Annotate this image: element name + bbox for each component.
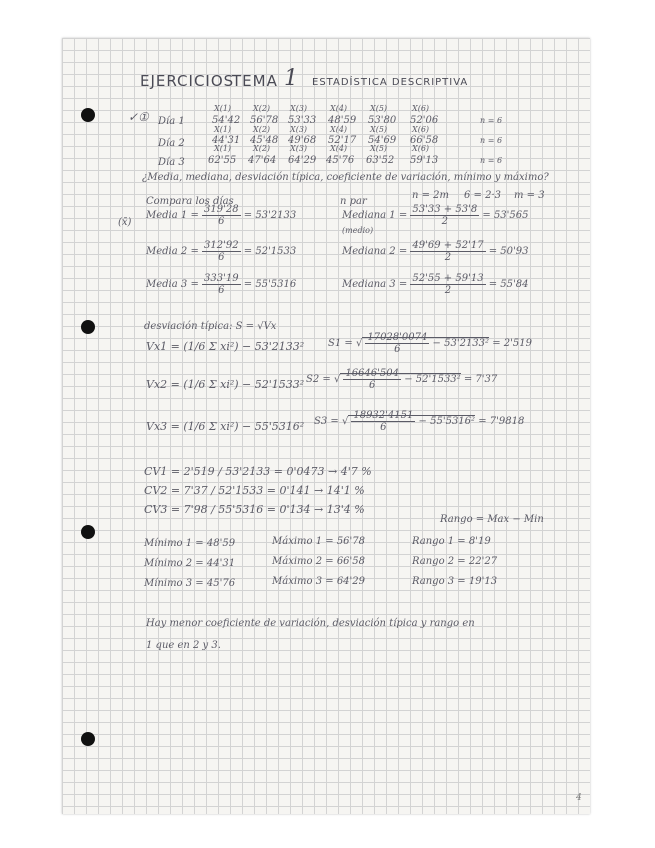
cell-value: 47'64 xyxy=(248,155,277,166)
rango-1: Rango 1 = 8'19 xyxy=(412,536,491,547)
sd-tail: − 55'5316² xyxy=(418,416,476,427)
cell-value: 63'52 xyxy=(366,155,395,166)
median-denominator: 2 xyxy=(441,216,448,227)
median-label: Mediana 2 xyxy=(342,246,396,257)
variance-1: Vx1 = (1/6 Σ xi²) − 53'2133² xyxy=(146,340,305,353)
mean-result: = 53'2133 xyxy=(243,210,297,221)
col-header: X(4) xyxy=(330,125,348,134)
sd-numerator: 17028'0074 xyxy=(367,332,428,343)
max-3: Máximo 3 = 64'29 xyxy=(272,576,366,587)
cell-value: 54'42 xyxy=(212,115,241,126)
median-numerator: 52'55 + 59'13 xyxy=(412,273,484,284)
n-value: n = 6 xyxy=(480,136,503,145)
sd-1: S1 = √ $\frac{17028'0074}{6}$ − 53'2133² = 2'519 xyxy=(328,332,532,355)
cell-value: 52'17 xyxy=(328,135,357,146)
sd-3: S3 = √ $\frac{18932'4151}{6}$ − 55'5316² = 7'9818 xyxy=(314,410,525,433)
median-denominator: 2 xyxy=(444,285,452,296)
sd-2: S2 = √ $\frac{16646'504}{6}$ − 52'1533² = 7'37 xyxy=(306,368,498,391)
cell-value: 59'13 xyxy=(410,155,439,166)
mean-label: Media 3 xyxy=(146,279,188,290)
n-value: n = 6 xyxy=(480,116,503,125)
median-2: Mediana 2 = $\frac{49'69 + 52'17}{2}$ = 50'93 xyxy=(342,240,529,263)
npar-eq: n = 2m xyxy=(412,190,450,201)
cv-3: CV3 = 7'98 / 55'5316 = 0'134 → 13'4 % xyxy=(144,503,365,516)
mean-label: Media 1 xyxy=(146,210,188,221)
mean-3: Media 3 = $\frac{333'19}{6}$ = 55'5316 xyxy=(146,273,297,296)
sd-tail: − 52'1533² xyxy=(404,374,461,385)
binder-hole xyxy=(81,525,95,539)
title-subtitle: ESTADÍSTICA DESCRIPTIVA xyxy=(312,77,469,88)
cell-value: 53'33 xyxy=(288,115,317,126)
variance-3: Vx3 = (1/6 Σ xi²) − 55'5316² xyxy=(146,420,305,433)
mean-result: = 55'5316 xyxy=(243,279,297,290)
median-denominator: 2 xyxy=(444,252,452,263)
sd-result: = 7'9818 xyxy=(478,416,525,427)
variance-2: Vx2 = (1/6 Σ xi²) − 52'1533² xyxy=(146,378,305,391)
median-note: (medio) xyxy=(342,226,374,235)
col-header: X(2) xyxy=(253,104,271,113)
col-header: X(6) xyxy=(412,144,430,153)
npar-eq2: 6 = 2·3 xyxy=(464,190,502,201)
mean-numerator: 319'28 xyxy=(204,204,239,215)
mean-result: = 52'1533 xyxy=(243,246,297,257)
mean-symbol: (x̄) xyxy=(118,217,132,228)
npar-label: n par xyxy=(340,196,367,207)
binder-hole xyxy=(81,320,95,334)
col-header: X(4) xyxy=(330,104,348,113)
sd-label: S3 = xyxy=(314,416,339,427)
col-header: X(3) xyxy=(290,125,308,134)
max-2: Máximo 2 = 66'58 xyxy=(272,556,366,567)
col-header: X(2) xyxy=(253,125,271,134)
col-header: X(5) xyxy=(370,104,388,113)
sd-tail: − 53'2133² xyxy=(432,338,490,349)
cell-value: 56'78 xyxy=(250,115,279,126)
compare-text: Compara los días xyxy=(146,196,234,207)
sd-result: = 2'519 xyxy=(492,338,532,349)
mean-numerator: 333'19 xyxy=(204,273,239,284)
col-header: X(6) xyxy=(412,125,430,134)
cell-value: 66'58 xyxy=(410,135,439,146)
cell-value: 52'06 xyxy=(410,115,439,126)
page-number: 4 xyxy=(576,793,582,803)
sd-label: S2 = xyxy=(306,374,331,385)
question-text: ¿Media, mediana, desviación típica, coeficiente de variación, mínimo y máximo? xyxy=(142,172,549,183)
cell-value: 54'69 xyxy=(368,135,397,146)
cell-value: 45'48 xyxy=(250,135,279,146)
col-header: X(3) xyxy=(290,144,308,153)
mean-2: Media 2 = $\frac{312'92}{6}$ = 52'1533 xyxy=(146,240,297,263)
median-result: = 53'565 xyxy=(482,210,529,221)
binder-hole xyxy=(81,108,95,122)
title-number: 1 xyxy=(284,66,298,91)
binder-hole xyxy=(81,732,95,746)
mean-denominator: 6 xyxy=(218,252,225,263)
col-header: X(1) xyxy=(214,125,232,134)
rango-3: Rango 3 = 19'13 xyxy=(412,576,498,587)
sd-label: S1 = xyxy=(328,338,353,349)
cv-1: CV1 = 2'519 / 53'2133 = 0'0473 → 4'7 % xyxy=(144,465,372,478)
cell-value: 48'59 xyxy=(328,115,357,126)
mean-numerator: 312'92 xyxy=(204,240,239,251)
title-tema: TEMA xyxy=(232,72,278,90)
mean-denominator: 6 xyxy=(218,216,225,227)
mean-denominator: 6 xyxy=(218,285,225,296)
col-header: X(1) xyxy=(214,144,232,153)
median-label: Mediana 3 xyxy=(342,279,396,290)
cell-value: 62'55 xyxy=(208,155,237,166)
mean-label: Media 2 xyxy=(146,246,188,257)
min-3: Mínimo 3 = 45'76 xyxy=(144,578,236,589)
sd-denominator: 6 xyxy=(380,422,387,433)
median-result: = 50'93 xyxy=(488,246,529,257)
sd-result: = 7'37 xyxy=(463,374,498,385)
title-ejercicios: EJERCICIOS xyxy=(140,72,235,90)
sd-denominator: 6 xyxy=(394,344,401,355)
col-header: X(6) xyxy=(412,104,430,113)
col-header: X(5) xyxy=(370,125,388,134)
conclusion-line-1: Hay menor coeficiente de variación, desviación típica y rango en xyxy=(146,618,475,629)
min-2: Mínimo 2 = 44'31 xyxy=(144,558,236,569)
cell-value: 49'68 xyxy=(288,135,317,146)
cell-value: 64'29 xyxy=(288,155,317,166)
sd-heading: desviación típica: S = √Vx xyxy=(144,321,277,332)
sd-denominator: 6 xyxy=(368,380,376,391)
median-result: = 55'84 xyxy=(488,279,529,290)
cv-2: CV2 = 7'37 / 52'1533 = 0'141 → 14'1 % xyxy=(144,484,365,497)
cell-value: 44'31 xyxy=(212,135,241,146)
cell-value: 53'80 xyxy=(368,115,397,126)
rango-definition: Rango = Max − Min xyxy=(440,514,544,525)
col-header: X(3) xyxy=(290,104,308,113)
npar-m: m = 3 xyxy=(514,190,545,201)
row-label-dia2: Día 2 xyxy=(158,138,185,149)
median-numerator: 49'69 + 52'17 xyxy=(412,240,484,251)
col-header: X(2) xyxy=(253,144,271,153)
conclusion-line-2: 1 que en 2 y 3. xyxy=(146,640,221,651)
median-label: Mediana 1 xyxy=(342,210,396,221)
rango-2: Rango 2 = 22'27 xyxy=(412,556,498,567)
sd-numerator: 18932'4151 xyxy=(353,410,414,421)
col-header: X(5) xyxy=(370,144,388,153)
n-value: n = 6 xyxy=(480,156,503,165)
max-1: Máximo 1 = 56'78 xyxy=(272,536,366,547)
col-header: X(1) xyxy=(214,104,232,113)
row-label-dia3: Día 3 xyxy=(158,157,185,168)
median-3: Mediana 3 = $\frac{52'55 + 59'13}{2}$ = 55'84 xyxy=(342,273,529,296)
mean-1: Media 1 = $\frac{319'28}{6}$ = 53'2133 xyxy=(146,204,297,227)
col-header: X(4) xyxy=(330,144,348,153)
exercise-marker: ✓① xyxy=(128,110,149,124)
median-1: Mediana 1 = $\frac{53'33 + 53'8}{2}$ = 53'565 xyxy=(342,204,529,227)
min-1: Mínimo 1 = 48'59 xyxy=(144,538,236,549)
cell-value: 45'76 xyxy=(326,155,355,166)
row-label-dia1: Día 1 xyxy=(158,116,185,127)
median-numerator: 53'33 + 53'8 xyxy=(412,204,478,215)
sd-numerator: 16646'504 xyxy=(345,368,399,379)
